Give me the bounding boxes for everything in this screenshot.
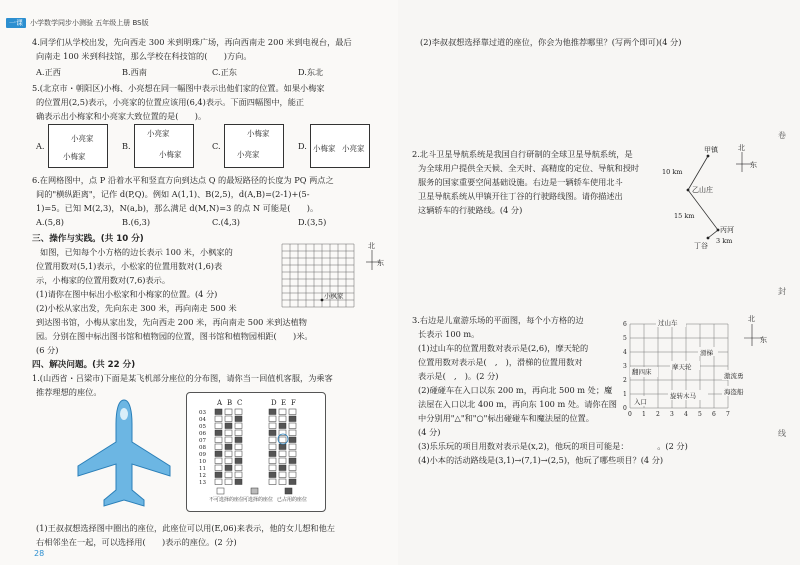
seat-map-svg: [187, 393, 325, 511]
seat[interactable]: [235, 458, 242, 464]
seat[interactable]: [215, 465, 222, 471]
q4-opt-c: C.正东: [212, 67, 237, 77]
seat[interactable]: [279, 479, 286, 485]
q3-line1: 3.右边是儿童游乐场的平面图，每个小方格的边: [412, 315, 584, 325]
col-f: F: [291, 399, 296, 407]
seat[interactable]: [235, 472, 242, 478]
seat-row-label: 07: [199, 438, 206, 444]
seat[interactable]: [289, 465, 296, 471]
seat[interactable]: [279, 423, 286, 429]
seat[interactable]: [225, 458, 232, 464]
sec3-line8: (6 分): [36, 345, 59, 355]
q5d-mei: 小梅家: [313, 144, 336, 153]
q5-line3: 确表示出小梅家和小亮家大致位置的是( )。: [36, 111, 207, 121]
sec4-sub1-line1: (1)王叔叔想选择图中圈出的座位，此座位可以用(E,06)来表示，他的女儿想和他左: [36, 523, 335, 533]
q5c-liang: 小亮家: [237, 150, 260, 159]
seat[interactable]: [215, 409, 222, 415]
seat[interactable]: [289, 430, 296, 436]
sec3-line5: (2)小松从家出发，先向东走 300 米，再向南走 500 米: [36, 303, 237, 313]
svg-text:3: 3: [623, 363, 627, 370]
q6-opt-d: D.(3,5): [298, 217, 327, 227]
town-bing: 丙河: [720, 226, 734, 234]
seat[interactable]: [289, 416, 296, 422]
seat[interactable]: [235, 409, 242, 415]
svg-text:3: 3: [670, 411, 674, 418]
seat[interactable]: [225, 423, 232, 429]
q5-opt-a-box: [48, 124, 108, 168]
svg-text:6: 6: [623, 321, 627, 328]
q5-line2: 的位置用(2,5)表示，小亮家的位置应该用(6,4)表示。下面四幅图中，能正: [36, 97, 305, 107]
q3-line10: (3)乐乐玩的项目用数对表示是(x,2)，他玩的项目可能是： 。(2 分): [418, 441, 688, 451]
seat-row-label: 09: [199, 452, 206, 458]
q5b-mei: 小梅家: [159, 150, 182, 159]
seat[interactable]: [235, 430, 242, 436]
airplane-illustration: [60, 392, 180, 512]
seat[interactable]: [235, 444, 242, 450]
seat[interactable]: [215, 451, 222, 457]
q4-line1: 4.同学们从学校出发，先向西走 300 米到明珠广场，再向西南走 200 米到电视台，最后: [32, 37, 352, 47]
seat[interactable]: [279, 472, 286, 478]
page-header: [6, 18, 196, 28]
legend-occupied: 已占用的座位: [277, 497, 308, 503]
side-mark-1: 卷: [778, 131, 786, 140]
q5-opt-b-box: [134, 124, 194, 168]
q3-line3: (1)过山车的位置用数对表示是(2,6)，摩天轮的: [418, 343, 589, 353]
seat[interactable]: [269, 423, 276, 429]
seat[interactable]: [269, 416, 276, 422]
q2-line3: 服务的国家重要空间基础设施。右边是一辆轿车使用北斗: [418, 177, 623, 187]
seat[interactable]: [215, 430, 222, 436]
q6-opt-b: B.(6,3): [122, 217, 151, 227]
ride-rapids: 激流勇: [724, 372, 744, 380]
q6-line3: 1)=5。已知 M(2,3)，N(a,b)，那么满足 d(M,N)=3 的点 N 可能是( )。: [36, 203, 319, 213]
seat-row-label: 05: [199, 424, 206, 430]
q2-compass-east: 东: [750, 161, 757, 169]
seat[interactable]: [279, 451, 286, 457]
seat[interactable]: [235, 479, 242, 485]
seat[interactable]: [269, 444, 276, 450]
sec4-q1-line2: 推荐理想的座位。: [36, 387, 102, 397]
svg-text:4: 4: [623, 349, 627, 356]
seat[interactable]: [269, 437, 276, 443]
ride-pirate-ship: 海盗船: [724, 388, 744, 396]
q3-line8: 中分别用"△"和"○"标出碰碰车和魔法屋的位置。: [418, 413, 594, 423]
col-d: D: [271, 399, 277, 407]
q6-line2: 间的"横纵距离"，记作 d(P,Q)。例如 A(1,1)、B(2,5)，d(A,B)=(2-1)+(5-: [36, 189, 310, 199]
seat[interactable]: [289, 423, 296, 429]
header-title: 小学数学同步小测验 五年级上册 BS版: [30, 19, 149, 27]
q3-line2: 长表示 100 m。: [418, 329, 480, 339]
q4-opt-b: B.西南: [122, 67, 147, 77]
seat-map: [186, 392, 326, 512]
seat[interactable]: [269, 458, 276, 464]
q5d-liang: 小亮家: [342, 144, 365, 153]
q2-line5: 这辆轿车的行驶路线。(4 分): [418, 205, 523, 215]
xiaofeng-home-label: 小枫家: [324, 292, 344, 300]
dist-10km: 10 km: [662, 168, 683, 176]
svg-text:1: 1: [642, 411, 646, 418]
beidou-route-map: [660, 142, 770, 254]
seat-row-label: 04: [199, 417, 206, 423]
col-a: A: [217, 399, 223, 407]
q5a-mei: 小梅家: [63, 152, 86, 161]
q5-opt-c-label: C.: [212, 141, 221, 151]
seat-row-label: 03: [199, 410, 206, 416]
town-ding: 丁谷: [694, 242, 708, 250]
seat[interactable]: [269, 472, 276, 478]
q3-line7: 法屋在入口以北 400 m，再向东 100 m 处。请你在图: [418, 399, 617, 409]
xiaofeng-home-dot: [321, 299, 324, 302]
col-e: E: [281, 399, 287, 407]
seat[interactable]: [279, 437, 286, 443]
seat[interactable]: [279, 409, 286, 415]
seat-row-label: 10: [199, 459, 206, 465]
svg-text:2: 2: [656, 411, 660, 418]
q2-line1: 2.北斗卫星导航系统是我国自行研制的全球卫星导航系统，是: [412, 149, 633, 159]
ride-bounce: 翻四床: [632, 368, 652, 376]
q3-line11: (4)小本的活动路线是(3,1)→(7,1)→(2,5)，他玩了哪些项目？(4 分): [418, 455, 664, 465]
seat[interactable]: [235, 465, 242, 471]
sec3-line2: 位置用数对(5,1)表示，小松家的位置用数对(1,6)表: [36, 261, 223, 271]
seat[interactable]: [269, 409, 276, 415]
seat[interactable]: [289, 451, 296, 457]
seat[interactable]: [225, 409, 232, 415]
q5-line1: 5.(北京市・朝阳区)小梅、小亮想在同一幅图中表示出他们家的位置。如果小梅家: [32, 83, 325, 93]
q3-line6: (2)碰碰车在入口以东 200 m，再向北 500 m 处；魔: [418, 385, 613, 395]
seat[interactable]: [269, 451, 276, 457]
seat-row-label: 11: [199, 466, 206, 472]
sec4-q1-line1: 1.(山西省・吕梁市)下面是某飞机部分座位的分布图，请你当一回值机客服，为乘客: [32, 373, 333, 383]
seat[interactable]: [289, 458, 296, 464]
sec3-line3: 示，小梅家的位置用数对(7,6)表示。: [36, 275, 171, 285]
seat[interactable]: [215, 458, 222, 464]
q2-line2: 为全球用户提供全天候、全天时、高精度的定位、导航和授时: [418, 163, 640, 173]
legend-available: 可选择的座位: [243, 497, 274, 503]
svg-text:4: 4: [684, 411, 688, 418]
seat[interactable]: [289, 479, 296, 485]
sec3-compass-north: 北: [368, 242, 375, 250]
sec3-line7: 园。分别在图中标出图书馆和植物园的位置，图书馆和植物园相距( )米。: [36, 331, 313, 341]
seat[interactable]: [235, 423, 242, 429]
svg-text:0: 0: [628, 411, 632, 418]
q5-opt-d-box: [310, 124, 370, 168]
entrance: 入口: [634, 398, 647, 406]
seat[interactable]: [225, 416, 232, 422]
svg-text:7: 7: [726, 411, 730, 418]
q2-line4: 卫星导航系统从甲镇开往丁谷的行驶路线图。请你描述出: [418, 191, 623, 201]
seat[interactable]: [235, 451, 242, 457]
seat[interactable]: [279, 416, 286, 422]
seat[interactable]: [225, 437, 232, 443]
seat[interactable]: [215, 437, 222, 443]
seat[interactable]: [225, 479, 232, 485]
q5-opt-c-box: [224, 124, 284, 168]
seat[interactable]: [215, 416, 222, 422]
seat[interactable]: [289, 437, 296, 443]
svg-text:5: 5: [623, 335, 627, 342]
svg-text:2: 2: [623, 377, 627, 384]
sec3-line1: 如图，已知每个小方格的边长表示 100 米，小枫家的: [40, 247, 233, 257]
seat[interactable]: [215, 444, 222, 450]
page-number: 28: [34, 549, 45, 558]
q5c-mei: 小梅家: [247, 129, 270, 138]
playground-map: [620, 312, 770, 432]
seat-row-label: 06: [199, 431, 206, 437]
seat-row-label: 08: [199, 445, 206, 451]
seat[interactable]: [225, 465, 232, 471]
seat[interactable]: [289, 444, 296, 450]
q5a-liang: 小亮家: [71, 134, 94, 143]
sec3-compass-east: 东: [377, 259, 384, 267]
q3-line4: 位置用数对表示是( , )，滑梯的位置用数对: [418, 357, 583, 367]
seat[interactable]: [235, 437, 242, 443]
section4-title: 四、解决问题。(共 22 分): [32, 360, 136, 370]
side-mark-3: 线: [778, 429, 786, 438]
seat-row-label: 13: [199, 480, 206, 486]
q6-opt-a: A.(5,8): [36, 217, 64, 227]
legend-unavailable: 不可选择的座位: [209, 497, 245, 503]
seat[interactable]: [279, 465, 286, 471]
seat[interactable]: [235, 416, 242, 422]
seat[interactable]: [269, 465, 276, 471]
seat[interactable]: [225, 451, 232, 457]
col-c: C: [237, 399, 243, 407]
seat[interactable]: [225, 472, 232, 478]
q5-opt-b-label: B.: [122, 141, 131, 151]
svg-text:6: 6: [712, 411, 716, 418]
q2-compass-north: 北: [738, 144, 745, 152]
seat[interactable]: [279, 444, 286, 450]
seat[interactable]: [215, 423, 222, 429]
seat[interactable]: [279, 458, 286, 464]
seat[interactable]: [269, 430, 276, 436]
seat[interactable]: [225, 444, 232, 450]
q4-opt-a: A.正西: [36, 67, 61, 77]
side-mark-2: 封: [778, 287, 786, 296]
seat[interactable]: [225, 430, 232, 436]
seat[interactable]: [289, 472, 296, 478]
q3-line9: (4 分): [418, 427, 441, 437]
section3-title: 三、操作与实践。(共 10 分): [32, 234, 144, 244]
q5-opt-d-label: D.: [298, 141, 307, 151]
town-yi: 乙山庄: [692, 186, 713, 194]
q4-opt-d: D.东北: [298, 67, 324, 77]
col-b: B: [227, 399, 233, 407]
right-page: [398, 0, 800, 565]
dist-15km: 15 km: [674, 212, 695, 220]
ride-ferris-wheel: 摩天轮: [672, 363, 692, 371]
svg-text:0: 0: [623, 405, 627, 412]
sec3-grid-map: [276, 240, 386, 316]
header-tag: 一课: [6, 18, 26, 28]
seat-row-label: 12: [199, 473, 206, 479]
seat[interactable]: [269, 479, 276, 485]
sec3-line6: 到达图书馆，小梅从家出发，先向西走 200 米，再向南走 500 米到达植物: [36, 317, 307, 327]
q4-line2: 向南走 100 米到科技馆，那么学校在科技馆的( )方向。: [36, 51, 252, 61]
left-page: [0, 0, 398, 565]
dist-3km: 3 km: [716, 237, 733, 245]
seat[interactable]: [215, 479, 222, 485]
ride-slide: 滑梯: [700, 349, 713, 357]
seat[interactable]: [215, 472, 222, 478]
sec4-sub1-line2: 右相邻坐在一起，可以选择用( )表示的座位。(2 分): [36, 537, 237, 547]
q6-opt-c: C.(4,3): [212, 217, 240, 227]
svg-text:5: 5: [698, 411, 702, 418]
q3-line5: 表示是( , )。(2 分): [418, 371, 499, 381]
sec3-line4: (1)请你在图中标出小松家和小梅家的位置。(4 分): [36, 289, 218, 299]
q5b-liang: 小亮家: [147, 129, 170, 138]
q5-opt-a-label: A.: [36, 141, 45, 151]
sub2-text: (2)李叔叔想选择靠过道的座位，你会为他推荐哪里？(写两个即可)(4 分): [420, 37, 682, 47]
ride-roller-coaster: 过山车: [658, 319, 678, 327]
q3-compass-east: 东: [760, 336, 767, 344]
svg-text:1: 1: [623, 391, 627, 398]
q6-line1: 6.在网格图中，点 P 沿着水平和竖直方向到达点 Q 的最短路径的长度为 PQ 两点之: [32, 175, 334, 185]
seat[interactable]: [289, 409, 296, 415]
ride-carousel: 旋转木马: [670, 392, 696, 400]
town-jia: 甲镇: [704, 146, 718, 154]
q3-compass-north: 北: [748, 315, 755, 323]
